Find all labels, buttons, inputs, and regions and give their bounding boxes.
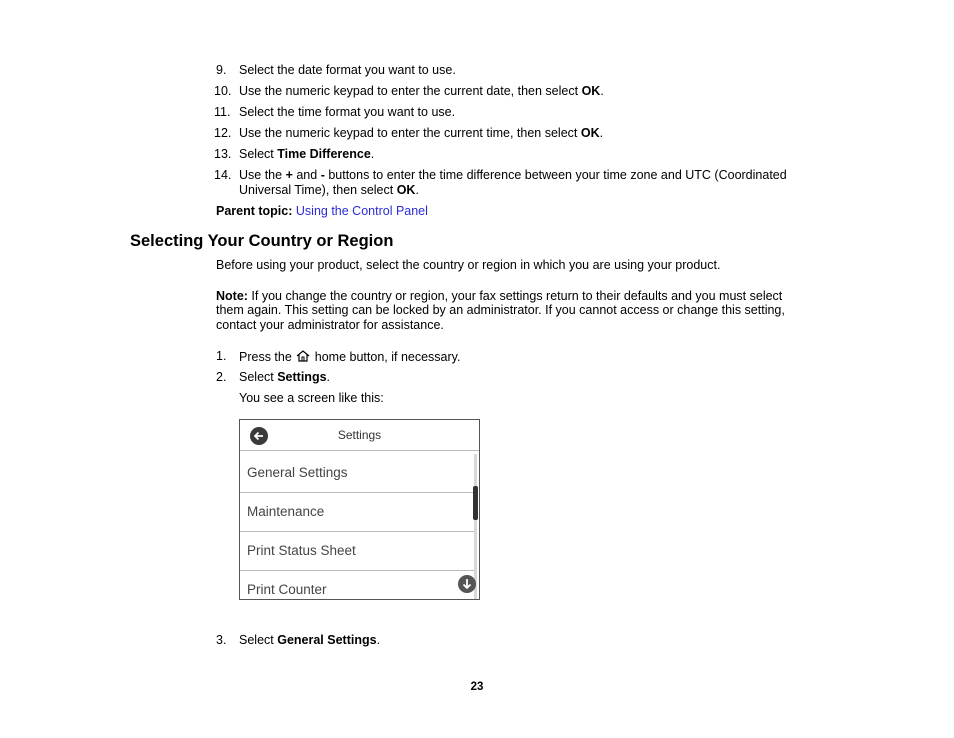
- screen-menu-label: General Settings: [247, 465, 348, 480]
- step-text-end: .: [326, 370, 331, 384]
- page-number: 23: [470, 681, 484, 693]
- home-icon: [295, 349, 311, 363]
- step-bold: Settings: [277, 370, 327, 384]
- step-bold: General Settings: [277, 633, 377, 647]
- screen-menu-label: Print Counter: [247, 582, 327, 597]
- step-bold: OK: [580, 126, 600, 140]
- parent-topic: [216, 204, 428, 218]
- minus-label: -: [320, 168, 325, 182]
- step-number: 14.: [214, 168, 232, 182]
- screen-title: Settings: [337, 428, 382, 442]
- screen-menu-item: [240, 571, 476, 600]
- step-text: Select: [239, 147, 278, 161]
- step-text: Select the time format you want to use.: [239, 105, 456, 119]
- step-bold: OK: [581, 84, 601, 98]
- step-bold: OK: [396, 183, 416, 197]
- step-text: Universal Time), then select: [239, 183, 397, 197]
- section-intro: Before using your product, select the country or region in which you are using your product.: [216, 258, 721, 272]
- screen-menu-label: Maintenance: [247, 504, 325, 519]
- step-number: 3.: [216, 633, 227, 647]
- step-text-end: .: [376, 633, 381, 647]
- step-text: Select the date format you want to use.: [239, 63, 456, 77]
- step-text-end: .: [370, 147, 375, 161]
- step-text-end: .: [599, 126, 604, 140]
- screen-menu-item: [240, 454, 476, 493]
- step-text: Use the numeric keypad to enter the current date, then select: [239, 84, 582, 98]
- step-number: 10.: [214, 84, 232, 98]
- step-number: 13.: [214, 147, 232, 161]
- step-text: Press the: [239, 350, 292, 364]
- parent-topic-label: Parent topic:: [216, 204, 293, 218]
- step-text: buttons to enter the time difference between your time zone and UTC (Coordinated: [324, 168, 787, 182]
- note-text: them again. This setting can be locked by an administrator. If you cannot access or change this setting,: [216, 303, 785, 317]
- step-text: Use the numeric keypad to enter the current time, then select: [239, 126, 581, 140]
- step-number: 1.: [216, 349, 227, 363]
- step-bold: Time Difference: [277, 147, 371, 161]
- step-text: Select: [239, 633, 278, 647]
- note-label: Note:: [216, 289, 248, 303]
- note-text: contact your administrator for assistance.: [216, 318, 444, 332]
- step-text-end: .: [600, 84, 604, 98]
- screen-header: [240, 420, 479, 451]
- step-text: and: [292, 168, 321, 182]
- step-subtext: You see a screen like this:: [239, 391, 384, 405]
- step-number: 9.: [216, 63, 227, 77]
- step-number: 12.: [214, 126, 232, 140]
- scroll-down-icon: [458, 575, 476, 593]
- step-number: 2.: [216, 370, 227, 384]
- screen-menu-item: [240, 493, 476, 532]
- step-number: 11.: [214, 105, 231, 119]
- screen-scrollbar-thumb: [473, 486, 478, 520]
- settings-screen-image: [239, 419, 480, 600]
- step-text: Select: [239, 370, 278, 384]
- screen-menu-item: [240, 532, 476, 571]
- section-heading: Selecting Your Country or Region: [130, 232, 394, 250]
- note-text: If you change the country or region, your fax settings return to their defaults and you must select: [247, 289, 783, 303]
- step-text: home button, if necessary.: [314, 350, 461, 364]
- step-text: Use the: [239, 168, 286, 182]
- plus-label: +: [285, 168, 293, 182]
- step-text-end: .: [415, 183, 419, 197]
- parent-topic-link[interactable]: Using the Control Panel: [295, 204, 428, 218]
- screen-menu-label: Print Status Sheet: [247, 543, 356, 558]
